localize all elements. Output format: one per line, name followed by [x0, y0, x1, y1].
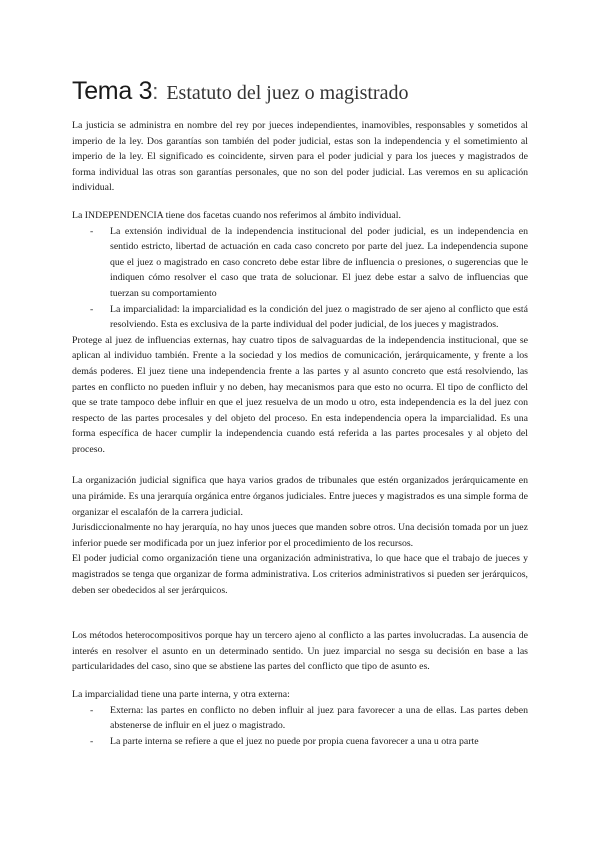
independencia-list	[72, 224, 528, 333]
paragraph-intro: La justicia se administra en nombre del rey por jueces independientes, inamovibles, responsables y sometidos al imperio de la ley. Dos garantías son también del poder judicial, estas son la independencia y el sometimiento al imperio de la ley. El significado es coincidente, sirven para el poder judicial y para los jueces y magistrados de forma individual las otras son garantías personales, que no son del poder judicial. Las veremos en su aplicación individual.	[72, 120, 528, 194]
list-item: - Externa: las partes en conflicto no deben influir al juez para favorecer a una de ellas. Las partes deben abstenerse de influir en el juez o magistrado.	[110, 703, 528, 734]
title-main: Tema 3	[72, 77, 153, 105]
imparcialidad-list	[72, 703, 528, 750]
page-title	[72, 72, 528, 104]
paragraph-heterocompositivos: Los métodos heterocompositivos porque hay un tercero ajeno al conflicto a las partes involucradas. La ausencia de interés en resolver el asunto en un determinado sentido. Un juez imparcial no sesga su decisión en base a las particularidades del caso, sino que se abstiene las partes del conflicto que tipo de asunto es.	[72, 630, 528, 673]
list-item: - La imparcialidad: la imparcialidad es la condición del juez o magistrado de ser ajeno al conflicto que está resolviendo. Esta es exclusiva de la parte individual del poder judicial, de los jueces y magistrados.	[110, 302, 528, 333]
paragraph-organizacion: La organización judicial significa que haya varios grados de tribunales que estén organizados jerárquicamente en una pirámide. Es una jerarquía orgánica entre órganos judiciales. Entre jueces y magistrados es una simple forma de organizar el escalafón de la carrera judicial.	[72, 475, 528, 518]
paragraph-administrativa: El poder judicial como organización tiene una organización administrativa, lo que hace que el trabajo de jueces y magistrados se tenga que organizar de forma administrativa. Los criterios administrativos si pueden ser jerárquicos, deben ser obedecidos al ser jerárquicos.	[72, 553, 528, 596]
list-item: - La extensión individual de la independencia institucional del poder judicial, es un independencia en sentido estricto, libertad de actuación en cada caso concreto por parte del juez. La independencia supone que el juez o magistrado en caso concreto debe estar libre de influencia o presiones, o sugerencias que le indiquen cómo resolver el caso que trata de solucionar. El juez debe estar a salvo de influencias que tuerzan su comportamiento	[110, 224, 528, 302]
title-subtitle: Estatuto del juez o magistrado	[166, 82, 409, 104]
paragraph-jurisdiccion: Jurisdiccionalmente no hay jerarquía, no hay unos jueces que manden sobre otros. Una decisión tomada por un juez inferior puede ser modificada por un juez inferior por el procedimiento de los recursos.	[72, 522, 528, 549]
paragraph-imparcialidad: La imparcialidad tiene una parte interna, y otra externa:	[72, 689, 290, 700]
title-separator: :	[152, 79, 159, 104]
list-item: - La parte interna se refiere a que el juez no puede por propia cuena favorecer a una u otra parte	[110, 734, 528, 750]
paragraph-independencia: La INDEPENDENCIA tiene dos facetas cuando nos referimos al ámbito individual.	[72, 209, 401, 221]
paragraph-salvaguardas: Protege al juez de influencias externas, hay cuatro tipos de salvaguardas de la independencia institucional, que se aplican al individuo también. Frente a la sociedad y los medios de comunicación, jerárquicamente, y frente a los demás poderes. El juez tiene una independencia frente a las partes y al asunto concreto que está resolviendo, las partes en conflicto no pueden influir y no deben, hay mecanismos para que esto no ocurra. El tipo de conflicto del que se trate tampoco debe influir en que el juez resuelva de un modo u otro, esta independencia es la del juez con respecto de las partes procesales y del objeto del proceso. En esta independencia opera la imparcialidad. Es una forma específica de hacer cumplir la independencia cuando está referida a las partes procesales y al objeto del proceso.	[72, 334, 528, 455]
